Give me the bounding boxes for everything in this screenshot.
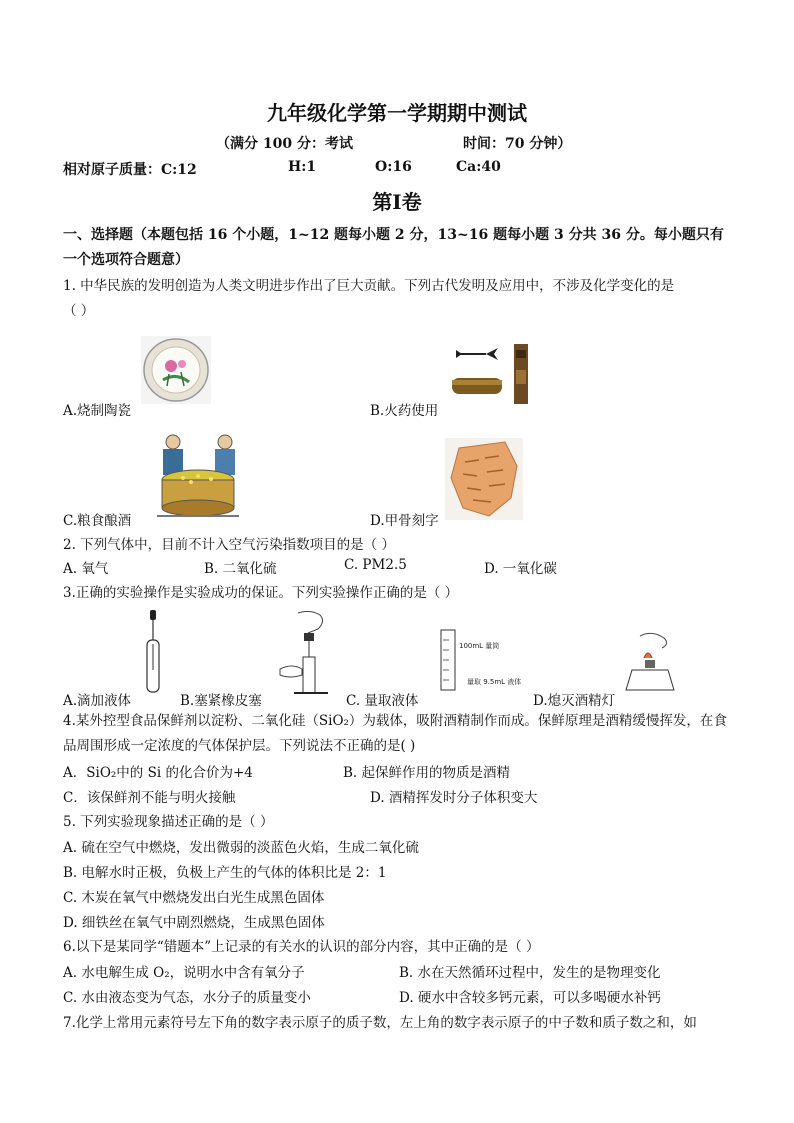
full-marks: （满分 100 分：考试 bbox=[216, 136, 353, 152]
volume-heading: 第Ⅰ卷 bbox=[372, 190, 422, 214]
gunpowder-rocket-image bbox=[452, 340, 532, 406]
q6-option-b: B. 水在天然循环过程中，发生的是物理变化 bbox=[399, 965, 661, 981]
q3-option-c: C. 量取液体 bbox=[346, 693, 419, 709]
cylinder-label-bottom: 量取 9.5mL 液体 bbox=[467, 678, 522, 686]
q2-option-b: B. 二氧化硫 bbox=[204, 561, 277, 577]
q1-option-b: B.火药使用 bbox=[370, 403, 439, 419]
q5-stem: 5. 下列实验现象描述正确的是（ ） bbox=[63, 814, 274, 830]
dropper-tube-image bbox=[140, 610, 168, 696]
atomic-mass-label: 相对原子质量：C:12 bbox=[63, 162, 197, 178]
q2-stem: 2. 下列气体中，目前不计入空气污染指数项目的是（ ） bbox=[63, 537, 395, 553]
oracle-bone-image bbox=[445, 438, 523, 520]
rubber-stopper-image bbox=[270, 607, 336, 697]
q6-stem: 6.以下是某同学“错题本”上记录的有关水的认识的部分内容，其中正确的是（ ） bbox=[63, 939, 540, 955]
q5-option-b: B. 电解水时正极，负极上产生的气体的体积比是 2：1 bbox=[63, 865, 387, 881]
q3-option-d: D.熄灭酒精灯 bbox=[533, 693, 616, 709]
q3-stem: 3.正确的实验操作是实验成功的保证。下列实验操作正确的是（ ） bbox=[63, 585, 459, 601]
q1-stem: 1. 中华民族的发明创造为人类文明进步作出了巨大贡献。下列古代发明及应用中，不涉及化学变化的是 bbox=[63, 278, 675, 294]
q2-option-a: A. 氧气 bbox=[63, 561, 109, 577]
q6-option-a: A. 水电解生成 O₂，说明水中含有氧分子 bbox=[63, 965, 305, 981]
cylinder-label-top: 100mL 量筒 bbox=[459, 642, 500, 650]
q7-stem: 7.化学上常用元素符号左下角的数字表示原子的质子数，左上角的数字表示原子的中子数和质子数之和，如 bbox=[63, 1015, 697, 1031]
graduated-cylinder-image bbox=[437, 626, 537, 692]
q4-stem: 4.某外控型食品保鲜剂以淀粉、二氧化硅（SiO₂）为载体，吸附酒精制作而成。保鲜原理是酒精缓慢挥发，在食品周围形成一定浓度的气体保护层。下列说法不正确的是( ) bbox=[63, 713, 727, 754]
exam-time: 时间：70 分钟） bbox=[463, 136, 572, 152]
q3-option-b: B.塞紧橡皮塞 bbox=[180, 693, 262, 709]
q3-option-a: A.滴加液体 bbox=[63, 693, 132, 709]
q1-option-c: C.粮食酿酒 bbox=[63, 513, 132, 529]
q5-option-d: D. 细铁丝在氧气中剧烈燃烧，生成黑色固体 bbox=[63, 915, 325, 931]
q4-option-d: D. 酒精挥发时分子体积变大 bbox=[370, 790, 538, 806]
q2-option-c: C. PM2.5 bbox=[344, 557, 407, 573]
q5-option-c: C. 木炭在氧气中燃烧发出白光生成黑色固体 bbox=[63, 890, 325, 906]
q5-option-a: A. 硫在空气中燃烧，发出微弱的淡蓝色火焰，生成二氧化硫 bbox=[63, 840, 419, 856]
q1-option-d: D.甲骨刻字 bbox=[370, 513, 439, 529]
q1-option-a: A.烧制陶瓷 bbox=[63, 403, 132, 419]
q4-option-a: A．SiO₂中的 Si 的化合价为+4 bbox=[63, 765, 253, 781]
alcohol-lamp-image bbox=[622, 630, 678, 694]
atomic-mass-h: H:1 bbox=[288, 159, 317, 175]
q4-option-c: C．该保鲜剂不能与明火接触 bbox=[63, 790, 236, 806]
q2-option-d: D. 一氧化碳 bbox=[484, 561, 557, 577]
q6-option-d: D. 硬水中含较多钙元素，可以多喝硬水补钙 bbox=[399, 990, 661, 1006]
exam-title: 九年级化学第一学期期中测试 bbox=[267, 101, 527, 125]
atomic-mass-o: O:16 bbox=[375, 159, 412, 175]
grain-brewing-image bbox=[143, 432, 247, 522]
atomic-mass-ca: Ca:40 bbox=[456, 159, 501, 175]
q1-paren: （ ） bbox=[63, 303, 95, 319]
q4-option-b: B. 起保鲜作用的物质是酒精 bbox=[343, 765, 511, 781]
section-heading: 一、选择题（本题包括 16 个小题，1~12 题每小题 2 分，13~16 题每小题 3 分共 36 分。每小题只有一个选项符合题意） bbox=[63, 227, 724, 268]
porcelain-plate-image bbox=[141, 336, 211, 404]
q6-option-c: C. 水由液态变为气态，水分子的质量变小 bbox=[63, 990, 311, 1006]
